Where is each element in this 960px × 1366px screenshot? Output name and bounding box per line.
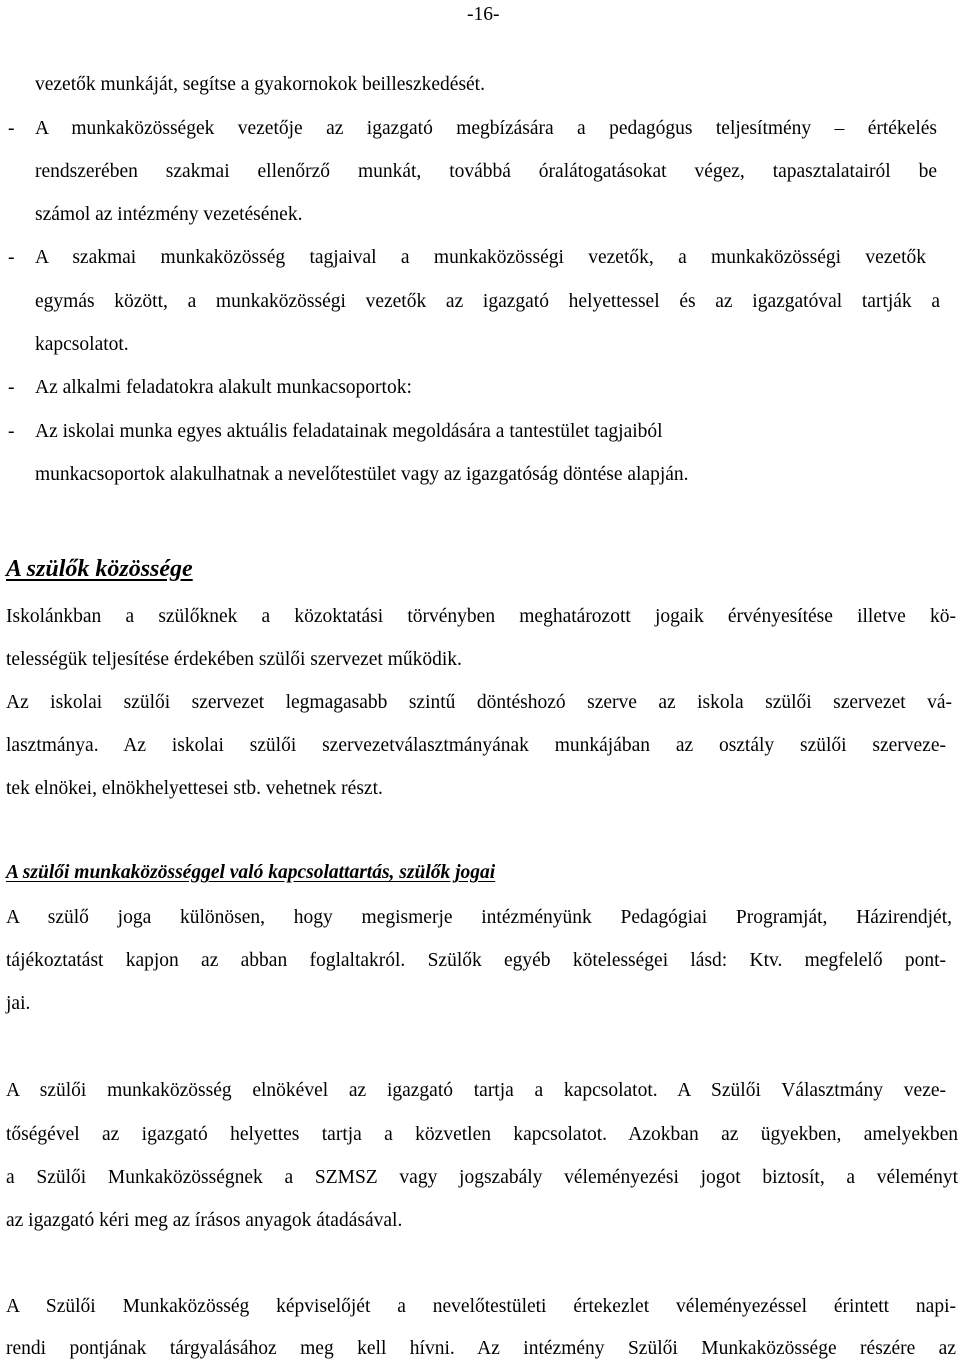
paragraph-line: tek elnökei, elnökhelyettesei stb. vehetnek részt. [6, 778, 383, 799]
paragraph-line: Az iskolai szülői szervezet legmagasabb szintű döntéshozó szerve az iskola szülői szervezet vá- [6, 692, 952, 713]
page-number: -16- [467, 4, 500, 25]
bullet-dash: - [8, 421, 15, 442]
paragraph-line: a Szülői Munkaközösségnek a SZMSZ vagy jogszabály véleményezési jogot biztosít, a véleményt [6, 1167, 958, 1188]
section-heading: A szülői munkaközösséggel való kapcsolattartás, szülők jogai [6, 862, 496, 883]
paragraph-line: A szülői munkaközösség elnökével az igazgató tartja a kapcsolatot. A Szülői Választmány veze- [6, 1080, 946, 1101]
intro-line: vezetők munkáját, segítse a gyakornokok beilleszkedését. [35, 74, 485, 95]
section-heading: A szülők közössége [6, 556, 193, 582]
paragraph-line: az igazgató kéri meg az írásos anyagok átadásával. [6, 1210, 403, 1231]
paragraph-line: rendi pontjának tárgyalásához meg kell hívni. Az intézmény Szülői Munkaközössége részére az [6, 1338, 956, 1359]
bullet-dash: - [8, 118, 15, 139]
paragraph-line: tájékoztatást kapjon az abban foglaltakról. Szülők egyéb kötelességei lásd: Ktv. megfelelő pont- [6, 950, 946, 971]
bullet-dash: - [8, 377, 15, 398]
paragraph-line: A szülő joga különösen, hogy megismerje intézményünk Pedagógiai Programját, Házirendjét, [6, 907, 952, 928]
bullet-line: Az alkalmi feladatokra alakult munkacsoportok: [35, 377, 412, 398]
bullet-line: Az iskolai munka egyes aktuális feladatainak megoldására a tantestület tagjaiból [35, 421, 663, 442]
bullet-line: A munkaközösségek vezetője az igazgató megbízására a pedagógus teljesítmény – értékelés [35, 118, 937, 139]
paragraph-line: jai. [6, 993, 31, 1014]
bullet-line: egymás között, a munkaközösségi vezetők az igazgató helyettessel és az igazgatóval tartják a [35, 291, 940, 312]
bullet-dash: - [8, 247, 15, 268]
paragraph-line: Iskolánkban a szülőknek a közoktatási törvényben meghatározott jogaik érvényesítése illetve kö- [6, 606, 956, 627]
bullet-line: kapcsolatot. [35, 334, 129, 355]
bullet-line: rendszerében szakmai ellenőrző munkát, továbbá óralátogatásokat végez, tapasztalatairól be [35, 161, 937, 182]
paragraph-line: lasztmánya. Az iskolai szülői szervezetválasztmányának munkájában az osztály szülői szerveze- [6, 735, 946, 756]
bullet-line: munkacsoportok alakulhatnak a nevelőtestület vagy az igazgatóság döntése alapján. [35, 464, 689, 485]
bullet-line: számol az intézmény vezetésének. [35, 204, 303, 225]
paragraph-line: tőségével az igazgató helyettes tartja a közvetlen kapcsolatot. Azokban az ügyekben, amelyekben [6, 1124, 958, 1145]
bullet-line: A szakmai munkaközösség tagjaival a munkaközösségi vezetők, a munkaközösségi vezetők [35, 247, 926, 268]
paragraph-line: telességük teljesítése érdekében szülői szervezet működik. [6, 649, 462, 670]
paragraph-line: A Szülői Munkaközösség képviselőjét a nevelőtestületi értekezlet véleményezéssel érintett napi- [6, 1296, 956, 1317]
